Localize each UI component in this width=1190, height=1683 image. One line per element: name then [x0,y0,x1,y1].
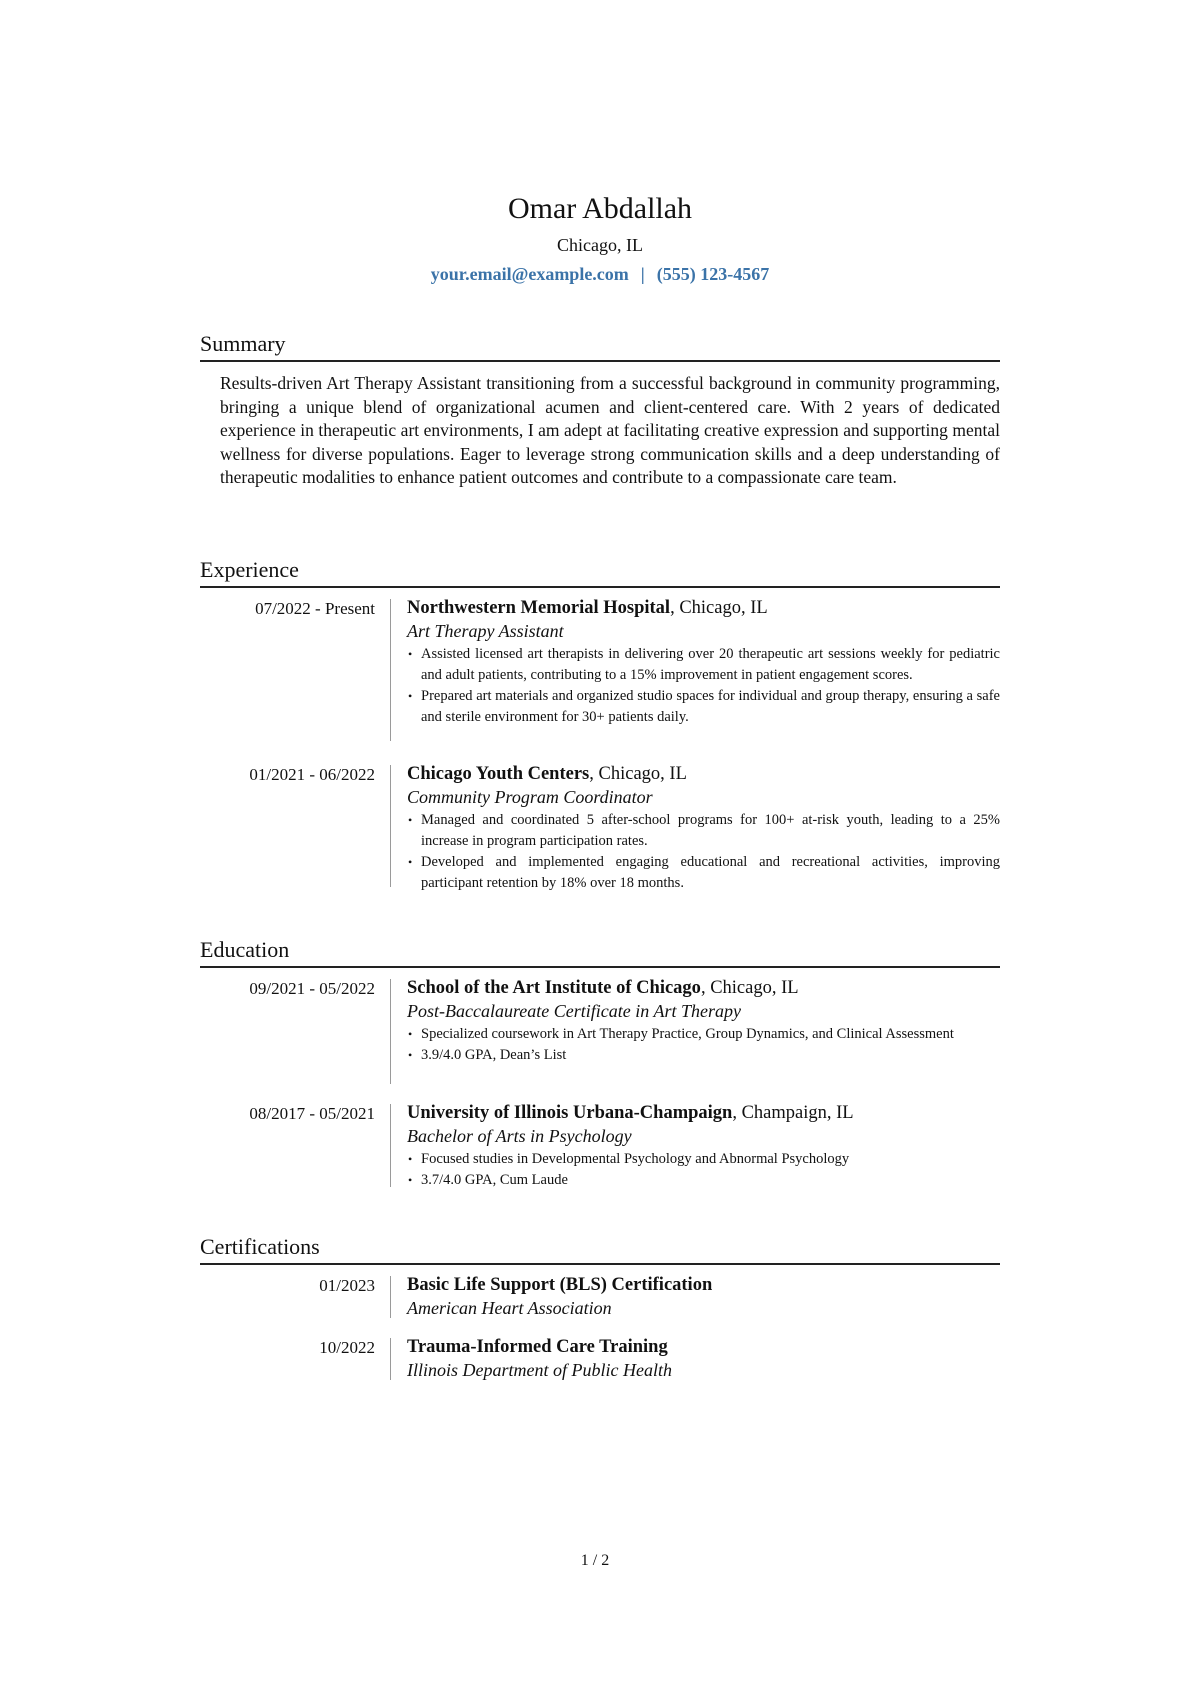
entry-heading [407,977,1000,1000]
entry-date: 10/2022 [319,1338,375,1357]
section-divider [200,1263,1000,1265]
entry-body [407,1102,1000,1191]
entry-heading [407,763,1000,786]
page-number: 1 / 2 [580,1552,610,1569]
entry-heading [407,1274,1000,1297]
section-title-summary: Summary [200,331,286,356]
entry-date: 01/2021 - 06/2022 [249,765,375,784]
timeline-line [390,1276,391,1318]
entry-date: 08/2017 - 05/2021 [249,1104,375,1123]
section-divider [200,360,1000,362]
section-title-experience: Experience [200,557,299,582]
section-divider [200,966,1000,968]
section-divider [200,586,1000,588]
entry-body [407,1336,1000,1382]
section-title-certifications: Certifications [200,1234,320,1259]
degree-name: Bachelor of Arts in Psychology [407,1126,632,1146]
entry-body [407,977,1000,1066]
organization-name: Chicago Youth Centers [407,764,590,784]
institution-location: , Chicago, IL [700,978,799,998]
entry-date: 09/2021 - 05/2022 [249,979,375,998]
bullet-item: • 3.9/4.0 GPA, Dean’s List [407,1045,1000,1066]
certification-name: Trauma-Informed Care Training [407,1337,668,1357]
organization-name: Northwestern Memorial Hospital [407,598,671,618]
organization-location: , Chicago, IL [670,598,768,618]
bullet-item: • Assisted licensed art therapists in delivering over 20 therapeutic art sessions weekly for pediatric and adult patients, contributing to a 15% improvement in patient engagement scores. [407,644,1000,686]
entry-role: Community Program Coordinator [407,787,653,807]
bullet-item: • Developed and implemented engaging educational and recreational activities, improving participant retention by 18% over 18 months. [407,852,1000,894]
certification-name: Basic Life Support (BLS) Certification [407,1275,713,1295]
contact-line [200,263,1000,285]
entry-body [407,763,1000,894]
institution-location: , Champaign, IL [732,1103,854,1123]
bullet-list [407,810,1000,894]
bullet-list [407,644,1000,728]
bullet-list [407,1149,1000,1191]
entry-body [407,1274,1000,1320]
timeline-line [390,1104,391,1187]
institution-name: School of the Art Institute of Chicago [407,978,701,998]
entry-date: 07/2022 - Present [255,599,375,618]
entry-date: 01/2023 [319,1276,375,1295]
entry-body [407,597,1000,728]
bullet-item: • 3.7/4.0 GPA, Cum Laude [407,1170,1000,1191]
section-title-education: Education [200,937,290,962]
timeline-line [390,765,391,887]
timeline-line [390,599,391,741]
certification-issuer: American Heart Association [407,1298,612,1318]
candidate-name: Omar Abdallah [507,192,693,225]
entry-heading [407,1336,1000,1359]
summary-text: Results-driven Art Therapy Assistant transitioning from a successful background in community programming, bringing a unique blend of organizational acumen and client-centered care. With 2 years of dedicated experience in therapeutic art environments, I am adept at facilitating creative expression and supporting mental wellness for diverse populations. Eager to leverage strong communication skills and a deep understanding of therapeutic modalities to enhance patient outcomes and contribute to a compassionate care team. [220,373,1000,487]
contact-separator: | [640,264,645,284]
email-link[interactable]: your.email@example.com [430,264,629,284]
bullet-list [407,1024,1000,1066]
institution-name: University of Illinois Urbana-Champaign [407,1103,733,1123]
certification-issuer: Illinois Department of Public Health [407,1360,672,1380]
organization-location: , Chicago, IL [589,764,687,784]
timeline-line [390,979,391,1084]
candidate-location: Chicago, IL [557,235,643,255]
degree-name: Post-Baccalaureate Certificate in Art Therapy [407,1001,741,1021]
entry-heading [407,1102,1000,1125]
bullet-item: • Prepared art materials and organized studio spaces for individual and group therapy, ensuring a safe and sterile environment for 30+ patients daily. [407,686,1000,728]
bullet-item: • Focused studies in Developmental Psychology and Abnormal Psychology [407,1149,1000,1170]
timeline-line [390,1338,391,1380]
bullet-item: • Specialized coursework in Art Therapy Practice, Group Dynamics, and Clinical Assessment [407,1024,1000,1045]
entry-heading [407,597,1000,620]
entry-role: Art Therapy Assistant [407,621,564,641]
phone-link[interactable]: (555) 123-4567 [656,264,770,284]
bullet-item: • Managed and coordinated 5 after-school programs for 100+ at-risk youth, leading to a 25% increase in program participation rates. [407,810,1000,852]
